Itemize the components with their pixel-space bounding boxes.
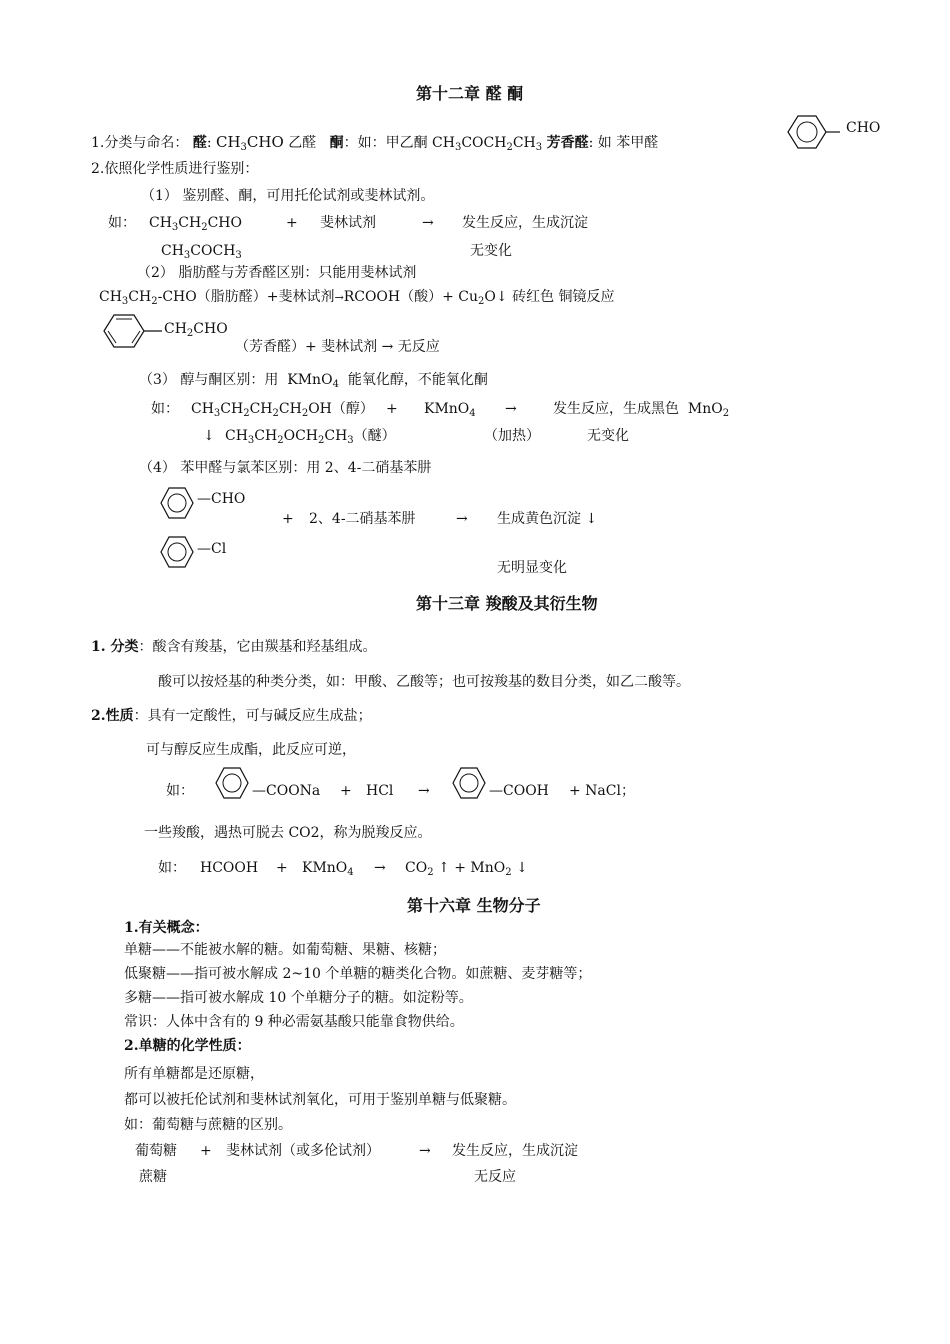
s1-result: 发生反应，生成沉淀 (462, 215, 588, 231)
s1-result2: 无变化 (470, 243, 512, 259)
s4-plus: + (282, 511, 294, 527)
butanone-formula: $CH_3COCH_2CH_3$ (432, 135, 543, 153)
s2-arrow: → (334, 291, 344, 304)
ch16-d3: 如：葡萄糖与蔗糖的区别。 (124, 1117, 292, 1133)
s3-alc-label: （醇） (331, 401, 374, 417)
ch13-p2-label: 2.性质 (91, 708, 134, 724)
benzene-ring-icon (782, 112, 842, 152)
acetone-formula: $CH_3COCH_3$ (161, 243, 242, 261)
s2-line2: （芳香醛）+ 斐林试剂 → 无反应 (235, 339, 440, 355)
ketone-label: 酮 (329, 135, 344, 151)
r2-result: 无反应 (474, 1169, 516, 1185)
r1-result: 发生反应，生成沉淀 (452, 1143, 578, 1159)
ch16-c2: 低聚糖——指可被水解成 2~10 个单糖的糖类化合物。如蔗糖、麦芽糖等； (124, 966, 592, 982)
s3-ether-label: （醚） (353, 428, 396, 444)
ch16-h1: 1.有关概念： (124, 920, 209, 936)
aldehyde-sep: : (206, 135, 212, 151)
section-2-head: （2） 脂肪醛与芳香醛区别：只能用斐林试剂 (137, 265, 417, 281)
line-classification (91, 133, 658, 152)
benzene-ring-icon (157, 533, 197, 571)
s1-plus: + (286, 215, 298, 231)
eq2-arrow: → (374, 860, 386, 876)
propanal-formula: $CH_3CH_2CHO$ (149, 215, 242, 233)
kmno4-formula: KMnO$_4$ (282, 372, 339, 390)
ketone-note: ：如：甲乙酮 (343, 135, 428, 151)
s2-line1 (99, 289, 615, 306)
s4-arrow: → (456, 511, 468, 527)
benzene-ring-icon (102, 312, 164, 350)
eq1-nacl: + NaCl； (569, 783, 635, 799)
ch16-h2: 2.单糖的化学性质： (124, 1038, 251, 1054)
classification-prefix: 1.分类与命名： (91, 135, 189, 151)
ch16-c3: 多糖——指可被水解成 10 个单糖分子的糖。如淀粉等。 (124, 990, 473, 1006)
s1-reagent: 斐林试剂 (320, 215, 376, 231)
eq1-arrow: → (418, 783, 430, 799)
s3-arrow: → (505, 401, 517, 417)
aliphatic-formula: $CH_3CH_2$-CHO (99, 289, 197, 307)
s3-result-text: 发生反应，生成黑色 (553, 401, 679, 417)
benzene-ring-icon (212, 764, 252, 802)
s3-head-tail: 能氧化醇，不能氧化酮 (347, 372, 488, 388)
ch13-p2 (91, 708, 372, 725)
s2-mid: （脂肪醛）+斐林试剂 (196, 289, 335, 305)
eq1-cooh: —COOH (489, 783, 549, 799)
ch13-p1-text: ：酸含有羧基，它由羰基和羟基组成。 (138, 639, 377, 655)
s1-ru: 如： (108, 215, 136, 231)
s3-plus: + (386, 401, 398, 417)
s4-result2: 无明显变化 (497, 560, 567, 576)
ch13-p1 (91, 639, 377, 656)
eq1-coona: —COONa (252, 783, 321, 799)
s3-ether: $CH_3CH_2OCH_2CH_3$（醚） (225, 428, 396, 446)
line-identify: 2.依照化学性质进行鉴别： (91, 161, 259, 177)
section-3-head (139, 372, 488, 389)
s2-acid: （酸）+ (400, 289, 454, 305)
eq2-ru: 如： (158, 860, 186, 876)
chapter-16-title: 第十六章 生物分子 (407, 896, 541, 915)
eq2-kmno4: KMnO$_4$ (302, 860, 354, 878)
chapter-13-title: 第十三章 羧酸及其衍生物 (416, 594, 598, 613)
s3-heat: （加热） (484, 428, 540, 444)
ch13-ester: 可与醇反应生成酯，此反应可逆， (146, 742, 356, 758)
ch16-c1: 单糖——不能被水解的糖。如葡萄糖、果糖、核糖； (124, 942, 446, 958)
eq2-hcooh: HCOOH (200, 860, 259, 876)
s3-result2: 无变化 (587, 428, 629, 444)
ch13-p2-text: ：具有一定酸性，可与碱反应生成盐； (133, 708, 372, 724)
s3-result: 发生反应，生成黑色 MnO$_2$ (553, 401, 730, 419)
s3-head: （3） 醇与酮区别：用 (139, 372, 279, 388)
ch13-decarb: 一些羧酸，遇热可脱去 CO2，称为脱羧反应。 (144, 825, 432, 841)
s2-tail: 砖红色 铜镜反应 (512, 289, 615, 305)
aromatic-aldehyde-note: : 如 苯甲醛 (588, 135, 659, 151)
phenylacetaldehyde-formula: $CH_2CHO$ (164, 321, 228, 339)
eq2-plus: + (276, 860, 288, 876)
eq1-plus: + (340, 783, 352, 799)
eq2-prod-tail: ↑ + MnO (438, 860, 506, 876)
aldehyde-label: 醛 (192, 135, 207, 151)
r2-sucrose: 蔗糖 (139, 1169, 167, 1185)
s4-reagent: 2、4-二硝基苯肼 (309, 511, 416, 527)
s1-arrow: → (422, 215, 434, 231)
s4-cho: —CHO (197, 491, 246, 507)
acetaldehyde-name: 乙醛 (288, 135, 317, 151)
ch16-d2: 都可以被托伦试剂和斐林试剂氧化，可用于鉴别单糖与低聚糖。 (124, 1092, 516, 1108)
rcooh-formula: RCOOH (343, 289, 401, 305)
r1-arrow: → (419, 1143, 431, 1159)
s4-result: 生成黄色沉淀 ↓ (497, 511, 598, 527)
r1-glucose: 葡萄糖 (135, 1143, 177, 1159)
ch16-d1: 所有单糖都是还原糖， (124, 1066, 264, 1082)
r1-plus: + (200, 1143, 212, 1159)
eq2-down: ↓ (516, 860, 528, 876)
eq2-products: $CO_2$ ↑ + MnO$_2$ ↓ (405, 860, 528, 878)
s3-alcohol: $CH_3CH_2CH_2CH_2OH$（醇） (191, 401, 374, 419)
r1-reagent: 斐林试剂（或多伦试剂） (226, 1143, 380, 1159)
ch13-p1-sub: 酸可以按烃基的种类分类，如：甲酸、乙酸等；也可按羧基的数目分类，如乙二酸等。 (158, 674, 690, 690)
benzene-ring-icon (157, 484, 197, 522)
chapter-12-title: 第十二章 醛 酮 (416, 84, 524, 103)
ch16-c4: 常识：人体中含有的 9 种必需氨基酸只能靠食物供给。 (124, 1014, 464, 1030)
s3-kmno4: KMnO$_4$ (424, 401, 476, 419)
eq1-hcl: HCl (366, 783, 394, 799)
s4-cl: —Cl (197, 541, 227, 557)
eq1-ru: 如： (166, 783, 194, 799)
section-1-head: （1） 鉴别醛、酮，可用托伦试剂或斐林试剂。 (141, 188, 435, 204)
section-4-head: （4） 苯甲醛与氯苯区别：用 2、4-二硝基苯肼 (139, 460, 432, 476)
acetaldehyde-formula: $CH_3CHO$ (215, 133, 284, 153)
benzaldehyde-cho: CHO (846, 120, 881, 136)
cu2o-formula: $Cu_2O↓$ (458, 289, 508, 307)
s3-ru: 如： (151, 401, 179, 417)
benzene-ring-icon (449, 764, 489, 802)
ch13-p1-label: 1. 分类 (91, 639, 139, 655)
aromatic-aldehyde-label: 芳香醛 (546, 135, 589, 151)
s3-down: ↓ (203, 428, 215, 444)
